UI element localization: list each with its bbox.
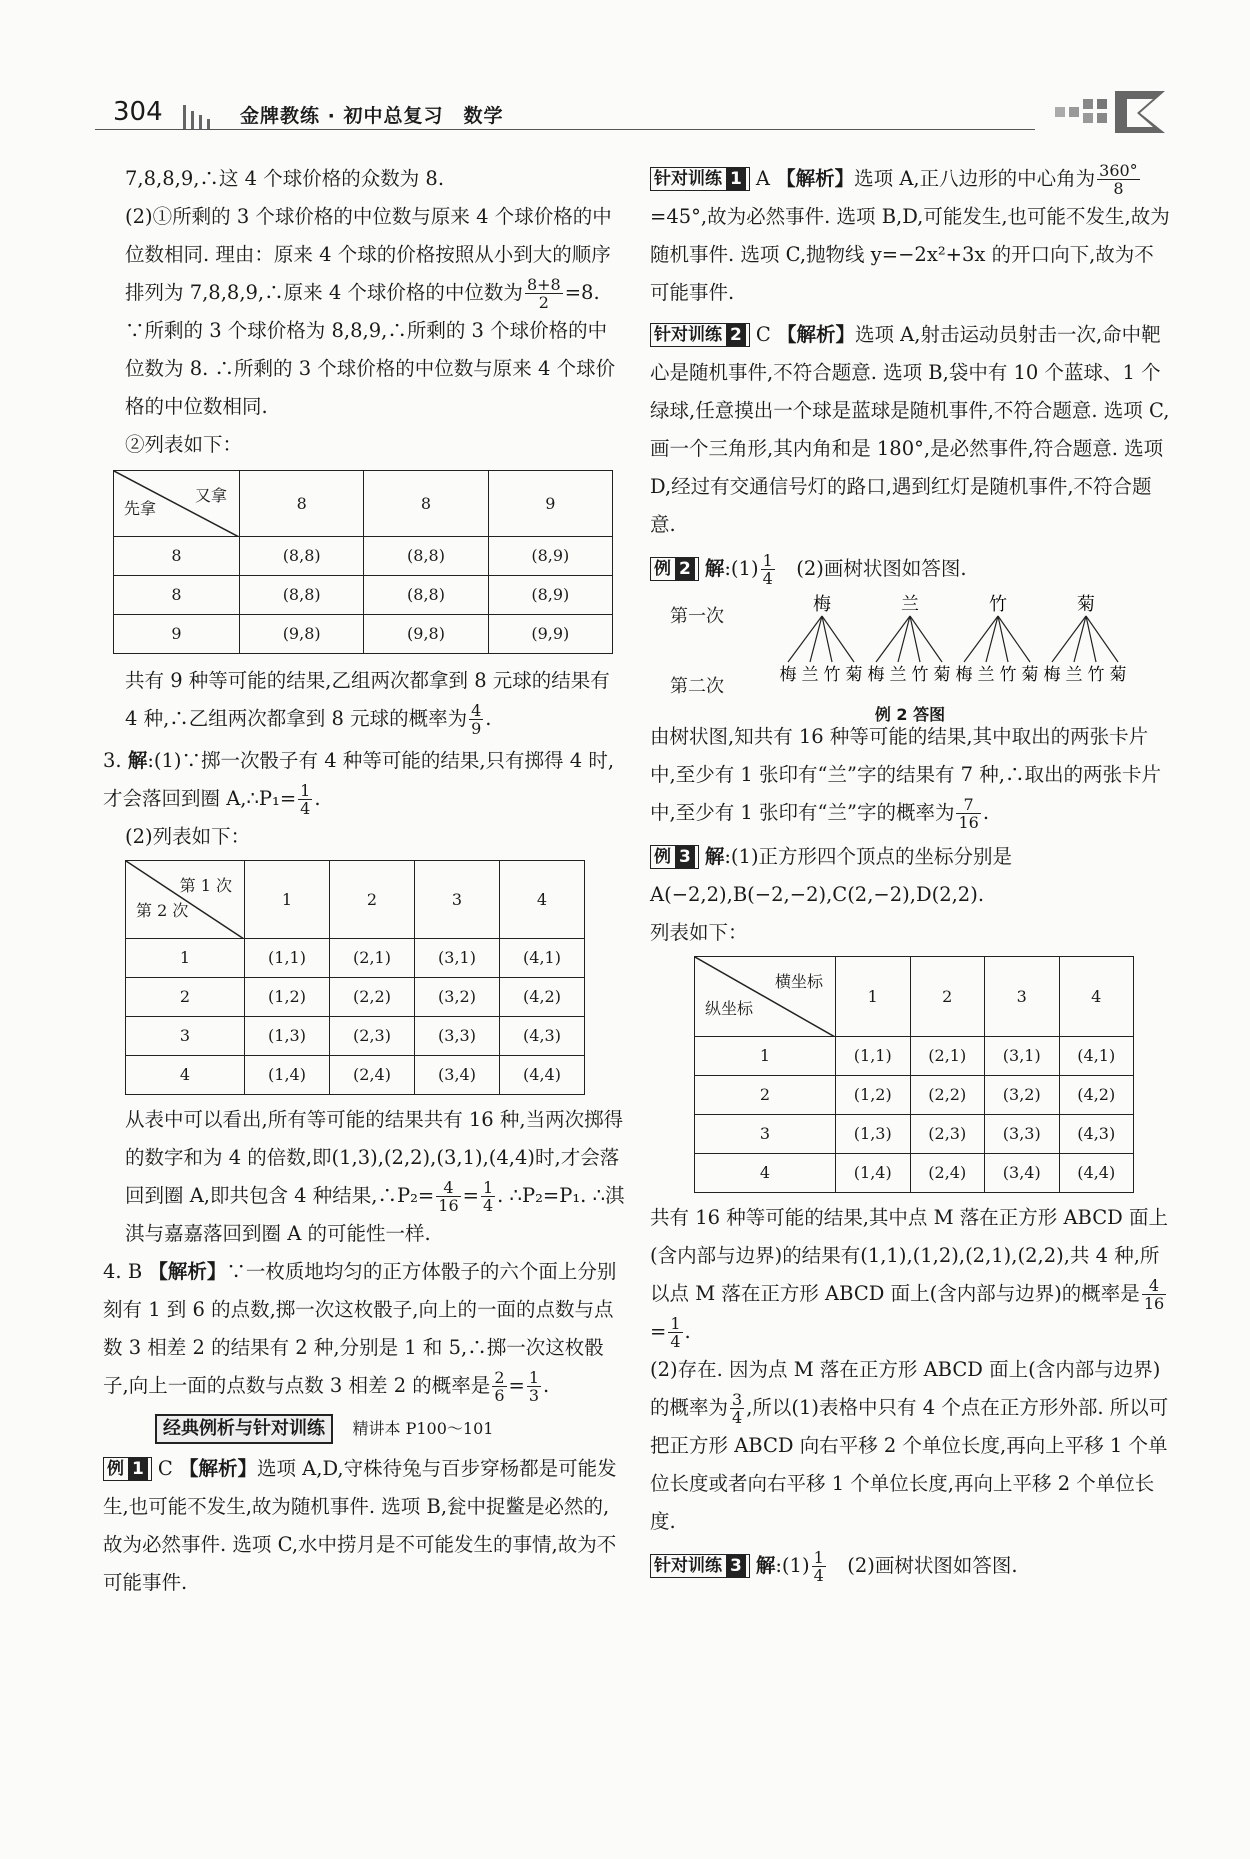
tree-branch <box>986 616 998 662</box>
tree-leaf-node: 菊 <box>1021 665 1039 685</box>
tree-leaf-node: 梅 <box>1043 665 1061 685</box>
tree-root-node: 竹 <box>989 594 1007 615</box>
tree-diagram <box>650 588 1170 724</box>
paragraph: ②列表如下： <box>125 433 243 456</box>
table-dice-rolls: 第 1 次 第 2 次 1 2 3 4 1 (1,1) (2,1) (3,1) (4,1) 2 (1,2) (2,2) (3,2) (4,2) 3 (1,3) (2,3) (3,3) (4,3) 4 (1,4) (2,4) (3,4) (4,4) <box>125 860 585 1095</box>
fraction: $\frac{360^\circ}{8}$ <box>1099 161 1138 198</box>
paragraph: 从表中可以看出,所有等可能的结果共有 16 种,当两次掷得的数字和为 4 的倍数,即(1,3),(2,2),(3,1),(4,4)时,才会落回到圈 A,即共包含 4 种结果,∴P₂= $\frac{4}{16}$ = $\frac{1}{4}$ . ∴P₂=P₁. ∴淇淇与嘉嘉落回到圈 A 的可能性一样. <box>125 1108 625 1245</box>
tree-leaf-node: 兰 <box>977 665 995 685</box>
tree-root-node: 兰 <box>901 594 919 615</box>
table-row: 4 (1,4) (2,4) (3,4) (4,4) <box>695 1154 1134 1193</box>
fraction: $\frac{7}{16}$ <box>958 795 979 832</box>
figure-caption: 例 2 答图 <box>874 705 946 724</box>
tree-leaf-node: 竹 <box>911 665 929 685</box>
paragraph: 由树状图,知共有 16 种等可能的结果,其中取出的两张卡片中,至少有 1 张印有“兰”字的结果有 7 种,∴取出的两张卡片中,至少有 1 张印有“兰”字的概率为 $\frac{7}{16}$ . <box>650 725 1161 832</box>
tree-leaf-node: 菊 <box>933 665 951 685</box>
table-row: 3 (1,3) (2,3) (3,3) (4,3) <box>126 1017 585 1056</box>
fraction: $\frac{3}{4}$ <box>732 1390 743 1427</box>
training-tag: 针对训练 1 <box>650 167 750 191</box>
example-tag: 例 1 <box>103 1457 152 1481</box>
tree-leaf-node: 竹 <box>1087 665 1105 685</box>
tree-root-node: 菊 <box>1077 594 1095 615</box>
table-row: 9 (9,8) (9,8) (9,9) <box>114 615 613 654</box>
fraction: $\frac{8+8}{2}$ <box>526 275 561 312</box>
example-2: 例 2 解:(1) $\frac{1}{4}$ (2)画树状图如答图. <box>650 550 1170 588</box>
training-tag: 针对训练 2 <box>650 323 750 347</box>
tree-branch <box>876 616 910 662</box>
tree-level-label: 第二次 <box>670 676 724 697</box>
tree-leaf-node: 菊 <box>1109 665 1127 685</box>
table-row: 2 (1,2) (2,2) (3,2) (4,2) <box>126 978 585 1017</box>
right-column <box>650 160 1170 1585</box>
table-row: 1 (1,1) (2,1) (3,1) (4,1) <box>126 939 585 978</box>
header-tick-decoration <box>177 95 237 131</box>
paragraph: 共有 16 种等可能的结果,其中点 M 落在正方形 ABCD 面上(含内部与边界)的结果有(1,1),(1,2),(2,1),(2,2),共 4 种,所以点 M 落在正方形 ABCD 面上(含内部与边界)的概率是 $\frac{4}{16}$ = $\frac{1}{4}$ . <box>650 1206 1168 1351</box>
table-ball-prices <box>113 470 613 654</box>
table-corner-cell: 横坐标 纵坐标 <box>695 957 836 1037</box>
book-title: 金牌教练 · 初中总复习 数学 <box>240 105 504 127</box>
tree-leaf-node: 竹 <box>999 665 1017 685</box>
tree-branch <box>1052 616 1086 662</box>
table-corner-cell: 第 1 次 第 2 次 <box>126 861 245 939</box>
tree-leaf-node: 梅 <box>779 665 797 685</box>
tree-root-node: 梅 <box>813 594 831 615</box>
header-corner-decoration <box>1045 85 1175 135</box>
table-row: 8 (8,8) (8,8) (8,9) <box>114 576 613 615</box>
paragraph: (2)存在. 因为点 M 落在正方形 ABCD 面上(含内部与边界)的概率为 $\frac{3}{4}$ ,所以(1)表格中只有 4 个点在正方形外部. 所以可把正方形 ABCD 向右平移 2 个单位长度,再向上平移 1 个单位长度或者向右平移 1 个单位长度,再向上平移 2 个单位长度. <box>650 1358 1169 1533</box>
table-coordinates: 横坐标 纵坐标 1 2 3 4 1 (1,1) (2,1) (3,1) (4,1) 2 (1,2) (2,2) (3,2) (4,2) 3 (1,3) (2,3) (3,3) (4,3) 4 (1,4) (2,4) (3,4) (4,4) <box>694 956 1134 1193</box>
tree-leaf-node: 兰 <box>1065 665 1083 685</box>
page-number: 304 <box>113 97 163 127</box>
tree-branch <box>788 616 822 662</box>
training-1: 针对训练 1 A 【解析】选项 A,正八边形的中心角为 $\frac{360^\circ}{8}$ =45°,故为必然事件. 选项 B,D,可能发生,也可能不发生,故为随机事件. 选项 C,抛物线 y=−2x²+3x 的开口向下,故为不可能事件. <box>650 161 1170 304</box>
fraction: $\frac{4}{9}$ <box>471 701 482 738</box>
training-3: 针对训练 3 解:(1) $\frac{1}{4}$ (2)画树状图如答图. <box>650 1547 1170 1585</box>
fraction: $\frac{2}{6}$ <box>494 1368 505 1405</box>
section-heading: 经典例析与针对训练 精讲本 P100～101 <box>155 1409 625 1448</box>
example-1: 例 1 C 【解析】选项 A,D,守株待兔与百步穿杨都是可能发生,也可能不发生,故为随机事件. 选项 B,瓮中捉鳖是必然的,故为必然事件. 选项 C,水中捞月是不可能发生的事情,故为不可能事件. <box>103 1457 617 1594</box>
tree-leaf-node: 梅 <box>955 665 973 685</box>
paragraph: (2)①所剩的 3 个球价格的中位数与原来 4 个球价格的中位数相同. 理由：原来 4 个球的价格按照从小到大的顺序排列为 7,8,8,9,∴原来 4 个球价格的中位数为 $\frac{8+8}{2}$ =8. ∵所剩的 3 个球价格为 8,8,9,∴所剩的 3 个球价格的中位数为 8. ∴所剩的 3 个球价格的中位数与原来 4 个球价格的中位数相同. <box>125 205 616 418</box>
fraction: $\frac{1}{4}$ <box>813 1548 824 1585</box>
fraction: $\frac{4}{16}$ <box>438 1178 459 1215</box>
paragraph: 列表如下： <box>650 921 748 944</box>
question-4: 4. B 【解析】∵一枚质地均匀的正方体骰子的六个面上分别刻有 1 到 6 的点数,掷一次这枚骰子,向上的一面的点数与点数 3 相差 2 的结果有 2 种,分别是 1 和 5,∴掷一次这枚骰子,向上一面的点数与点数 3 相差 2 的概率是 $\frac{2}{6}$ = $\frac{1}{3}$ . <box>103 1260 617 1405</box>
table-row: 8 (8,8) (8,8) (8,9) <box>114 537 613 576</box>
fraction: $\frac{1}{4}$ <box>300 781 311 818</box>
example-tag: 例 2 <box>650 557 699 581</box>
fraction: $\frac{1}{4}$ <box>762 551 773 588</box>
paragraph: (2)列表如下： <box>125 825 251 848</box>
left-column <box>103 160 625 1602</box>
tree-leaf-node: 菊 <box>845 665 863 685</box>
paragraph: 共有 9 种等可能的结果,乙组两次都拿到 8 元球的结果有 4 种,∴乙组两次都拿到 8 元球的概率为 $\frac{4}{9}$ . <box>125 669 610 738</box>
fraction: $\frac{1}{3}$ <box>528 1368 540 1405</box>
header-rule <box>95 129 1035 130</box>
page-header <box>95 95 1175 135</box>
fraction: $\frac{1}{4}$ <box>670 1314 681 1351</box>
tree-leaf-node: 梅 <box>867 665 885 685</box>
tree-leaf-node: 竹 <box>823 665 841 685</box>
tree-level-label: 第一次 <box>670 606 724 627</box>
tree-branch <box>810 616 822 662</box>
tree-branch <box>1074 616 1086 662</box>
tree-branch <box>964 616 998 662</box>
example-3: 例 3 解:(1)正方形四个顶点的坐标分别是 A(−2,2),B(−2,−2),C(2,−2),D(2,2). <box>650 845 1013 906</box>
table-row: 2 (1,2) (2,2) (3,2) (4,2) <box>695 1076 1134 1115</box>
fraction: $\frac{4}{16}$ <box>1143 1276 1165 1313</box>
training-2: 针对训练 2 C 【解析】选项 A,射击运动员射击一次,命中靶心是随机事件,不符合题意. 选项 B,袋中有 10 个蓝球、1 个绿球,任意摸出一个球是蓝球是随机事件,不符合题意. 选项 C,画一个三角形,其内角和是 180°,是必然事件,符合题意. 选项 D,经过有交通信号灯的路口,遇到红灯是随机事件,不符合题意. <box>650 323 1170 536</box>
training-tag: 针对训练 3 <box>650 1554 750 1578</box>
tree-leaf-node: 兰 <box>889 665 907 685</box>
fraction: $\frac{1}{4}$ <box>482 1178 494 1215</box>
table-row: 1 (1,1) (2,1) (3,1) (4,1) <box>695 1037 1134 1076</box>
table-header-cell: 9 <box>488 471 612 537</box>
table-header-cell: 8 <box>364 471 488 537</box>
table-row: 4 (1,4) (2,4) (3,4) (4,4) <box>126 1056 585 1095</box>
question-3: 3. 解:(1)∵掷一次骰子有 4 种等可能的结果,只有掷得 4 时,才会落回到圈 A,∴P₁= $\frac{1}{4}$ . <box>103 749 615 818</box>
paragraph: 7,8,8,9,∴这 4 个球价格的众数为 8. <box>125 167 445 190</box>
tree-leaf-node: 兰 <box>801 665 819 685</box>
table-corner-cell: 又拿 先拿 <box>114 471 240 537</box>
table-header-cell: 8 <box>240 471 364 537</box>
table-row: 3 (1,3) (2,3) (3,3) (4,3) <box>695 1115 1134 1154</box>
tree-branch <box>898 616 910 662</box>
example-tag: 例 3 <box>650 845 699 869</box>
